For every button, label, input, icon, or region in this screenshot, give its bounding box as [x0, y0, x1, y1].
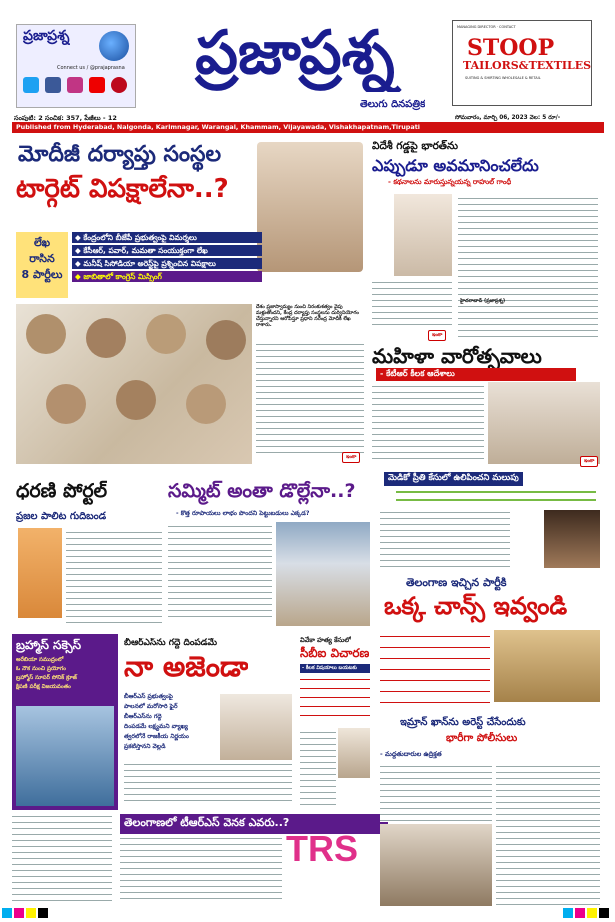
dharani-photo [18, 528, 62, 618]
story6-kicker: మెడికో ప్రీతి కేసులో ఉలిపించని మలుపు [384, 472, 523, 486]
story2-dateline: హైదరాబాద్ (ప్రజాప్రశ్న) [460, 298, 506, 304]
story11-body-left [380, 762, 492, 822]
story9-kicker: వివేకా హత్య కేసులో [300, 636, 352, 644]
youtube-icon[interactable] [89, 77, 105, 93]
ad-small: SUITING & SHIRTING WHOLESALE & RETAIL [465, 76, 541, 80]
twitter-icon[interactable] [23, 77, 39, 93]
story10-headline: తెలంగాణలో టీఆర్ఎస్ వెనక ఎవరు..? [120, 814, 388, 834]
published-band: Published from Hyderabad, Nalgonda, Karimnagar, Warangal, Khammam, Vijayawada, Vishakhapatnam,Tirupati [12, 122, 604, 133]
story-trs [116, 812, 390, 912]
story-one-chance [376, 470, 604, 708]
story3-headline: మహిళా వారోత్సవాలు [372, 344, 542, 368]
masthead-title: ప్రజాప్రశ్న [195, 18, 395, 88]
story7-kicker: బీఆర్ఎస్‌ను గద్దె దింపడమే [124, 638, 217, 648]
ad-name: STOOP [467, 35, 555, 61]
story10-body [120, 834, 282, 904]
registration-mark [14, 908, 24, 918]
story-brahmos-body [12, 812, 112, 902]
more-link[interactable]: ఇంకా [580, 456, 598, 467]
registration-mark [587, 908, 597, 918]
leaders-photo-collage [16, 304, 252, 464]
story-rahul [368, 136, 604, 342]
bullet: ◆ కేంద్రంలోని బీజేపీ ప్రభుత్వంపై విమర్శలు [72, 232, 262, 243]
brand-logo-box [16, 24, 136, 108]
side-label-2: రాసిన [29, 252, 55, 265]
bullet: ◆ కేసీఆర్, పవార్, మమతా సంయుక్తంగా లేఖ [72, 245, 262, 256]
bullet: క్షిపణి పరీక్ష విజయవంతం [16, 684, 71, 690]
story7-bullets [124, 692, 216, 752]
story2-body-top [458, 194, 598, 342]
story3-sub: - కేటీఆర్ కీలక ఆదేశాలు [376, 368, 576, 381]
bullet: అరేబియా సముద్రంలో [16, 657, 64, 663]
story10-big: TRS [286, 828, 358, 869]
story1-side [16, 232, 68, 298]
bullet: త్వరలోనే రాజకీయ నిర్ణయం [124, 733, 189, 740]
modi-photo [257, 142, 363, 272]
story1-big: టార్గెట్ విపక్షాలేనా..? [16, 174, 229, 204]
story8-box [12, 634, 118, 810]
registration-mark [2, 908, 12, 918]
registration-mark [38, 908, 48, 918]
instagram-icon[interactable] [67, 77, 83, 93]
registration-mark [575, 908, 585, 918]
more-link[interactable]: ఇంకా [428, 330, 446, 341]
story2-sub: - కథనాలను మారుస్తున్నయన్న రాహుల్ గాంధీ [388, 178, 512, 186]
more-link[interactable]: ఇంకా [342, 452, 360, 463]
story11-body-right [496, 762, 600, 906]
side-label-1: లేఖ [33, 236, 51, 249]
story11-kicker: ఇమ్రాన్ ఖాన్‌ను అరెస్ట్ చేసేందుకు [400, 717, 526, 728]
registration-mark [599, 908, 609, 918]
story7-body [124, 760, 292, 806]
masthead-subtitle: తెలుగు దినపత్రిక [360, 99, 426, 110]
story5-body [168, 522, 272, 622]
bullet: ◆ మనీష్ సిసోడియా అరెస్ట్‌పై ప్రశ్నించిన విపక్షాలు [72, 258, 262, 269]
story-summit [166, 470, 372, 632]
story5-sub: - కొత్త రూపాయలు లాభం పొందని పెట్టుబడులు ఎక్కడ? [176, 510, 310, 517]
story8-title: బ్రహ్మాస్ సక్సెస్ [16, 638, 82, 652]
registration-mark [563, 908, 573, 918]
rally-photo [494, 630, 600, 702]
story6-big: ఒక్క చాన్స్ ఇవ్వండి [384, 592, 568, 620]
story3-body [372, 382, 484, 464]
story1-headline: మోదీజీ దర్యాప్తు సంస్థల [18, 142, 222, 167]
story6-body [380, 508, 510, 570]
story2-headline: ఎప్పుడూ అవమానించలేదు [372, 156, 539, 175]
story2-kicker: విదేశీ గడ్డపై భారత్‌ను [372, 140, 458, 152]
story11-sub: - మద్దతుదారుల ఉద్రిక్తత [380, 750, 442, 758]
story5-headline: సమ్మిట్ అంతా డొల్లేనా..? [168, 480, 356, 502]
preethi-photo [544, 510, 600, 568]
story-ktr [368, 344, 604, 468]
logo-text: ప్రజాప్రశ్న [23, 28, 70, 44]
summit-photo [276, 522, 370, 626]
story-imran [376, 710, 604, 910]
story9-big: సీబీఐ విచారణ [300, 646, 370, 660]
volume-info: సంపుటి: 2 సంచిక: 357, పేజీలు - 12 [14, 114, 117, 122]
masthead [0, 0, 615, 122]
bullet: దింపడమే లక్ష్యమని వ్యాఖ్య [124, 723, 188, 730]
story6-headline: తెలంగాణ ఇచ్చిన పార్టీకి [406, 576, 507, 589]
advertisement: MANAGING DIRECTOR · CONTACT STOOP TAILORS&TEXTILES SUITING & SHIRTING WHOLESALE & RETAIL [452, 20, 592, 106]
story4-sub: ప్రజల పాలిట గుదిబండ [16, 511, 107, 522]
globe-icon [99, 31, 129, 61]
facebook-icon[interactable] [45, 77, 61, 93]
story1-body [256, 340, 364, 458]
story7-big: నా అజెండా [124, 650, 249, 683]
pinterest-icon[interactable] [111, 77, 127, 93]
story-modi [12, 136, 364, 466]
bullet: బ్రహ్మోస్ సూపర్ సోనిక్ క్రూజ్ [16, 675, 77, 681]
bullet: బీఆర్ఎస్ ప్రభుత్వంపై [124, 693, 173, 700]
leader-photo [220, 694, 292, 760]
bullet: బీఆర్ఎస్‌ను గద్దె [124, 713, 162, 720]
story1-intro: దేశం ప్రజాస్వామ్యం నుంచి నిరంకుశత్వం వైపు మళ్లుతోందని, కేంద్ర దర్యాప్తు సంస్థలను దుర్వినియోగం చేస్తున్నారని ఆరోపిస్తూ ప్రధాని నరేంద్ర మోదీకి లేఖ రాశారు. [256, 304, 359, 328]
story11-headline: భారీగా పోలీసులు [446, 732, 518, 744]
bullet: ప్రకటిస్తానని వెల్లడి [124, 743, 166, 750]
story6-lines [396, 488, 596, 504]
bullet: ఓ నౌక నుంచి ప్రయోగం [16, 666, 67, 672]
date-info: సోమవారం, మార్చి 06, 2023 వెల: 5 రూ/- [455, 115, 561, 121]
story4-body [66, 528, 162, 624]
story9-body [300, 728, 336, 808]
story-dharani [12, 470, 164, 632]
story-cbi [298, 634, 372, 810]
missile-photo [16, 706, 114, 806]
bullet: పాలనలో మరోసారి ఫైర్ [124, 703, 178, 710]
story2-body-left [372, 278, 452, 330]
bullet: ◆ జాబితాలో కాంగ్రెస్ మిస్సింగ్ [72, 271, 262, 282]
rahul-photo [394, 194, 452, 276]
story6-list [380, 630, 490, 706]
ktr-photo [488, 382, 600, 464]
story9-sub: - కీలక విషయాలు బయటకు [300, 664, 370, 673]
registration-mark [26, 908, 36, 918]
ad-line2: TAILORS&TEXTILES [463, 59, 592, 72]
cbi-photo [338, 728, 370, 778]
story1-bullets [72, 232, 262, 282]
side-label-3: 8 పార్టీలు [21, 268, 63, 281]
social-handle: Connect us / @prajaprasna [57, 65, 125, 71]
story9-list [300, 674, 370, 724]
story-agenda [12, 634, 294, 810]
imran-photo [380, 824, 492, 906]
story4-title: ధరణి పోర్టల్ [16, 480, 108, 502]
